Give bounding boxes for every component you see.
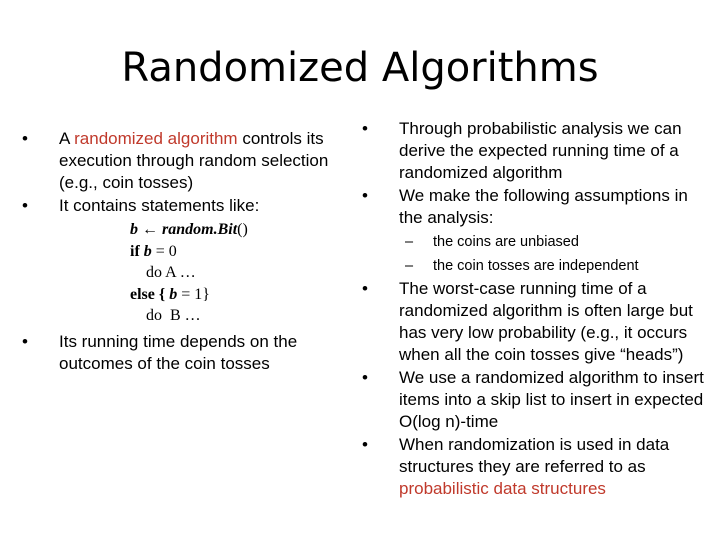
- bullet-marker: •: [362, 186, 368, 205]
- code-line-4: else { b = 1}: [130, 285, 210, 303]
- code-line-3: do A …: [146, 264, 196, 281]
- sub-bullet-text: the coin tosses are independent: [433, 258, 639, 274]
- left-bullet-2: [22, 195, 367, 217]
- bullet-text: controls its execution through random selection (e.g., coin tosses): [59, 129, 329, 192]
- bullet-marker: •: [362, 368, 368, 387]
- bullet-text-prefix: When randomization is used in data structures they are referred to as: [399, 435, 670, 476]
- left-column: [22, 128, 367, 376]
- bullet-marker: •: [22, 196, 28, 215]
- code-line-1: b ← random.Bit(): [130, 221, 248, 238]
- sub-bullet-2: [362, 254, 712, 278]
- bullet-marker: •: [22, 331, 28, 351]
- bullet-text: Through probabilistic analysis we can derive the expected running time of a randomized algorithm: [399, 119, 682, 182]
- right-bullet-1: [362, 118, 712, 184]
- highlight-term: randomized algorithm: [74, 129, 238, 148]
- bullet-text: It contains statements like:: [59, 196, 260, 215]
- bullet-text: We make the following assumptions in the analysis:: [399, 186, 688, 227]
- sub-bullet-1: [362, 230, 712, 254]
- code-line-5: do B …: [146, 307, 201, 324]
- left-bullet-3: [22, 331, 367, 375]
- highlight-term: probabilistic data structures: [399, 479, 606, 498]
- right-column: [362, 118, 712, 501]
- right-bullet-4: [362, 367, 712, 433]
- bullet-text: We use a randomized algorithm to insert items into a skip list to insert in expected O(log n)-time: [399, 368, 704, 431]
- bullet-marker: •: [362, 279, 368, 298]
- right-bullet-5: [362, 434, 712, 500]
- pseudocode-block: [22, 219, 367, 327]
- bullet-marker: •: [22, 129, 28, 148]
- dash-marker: –: [405, 258, 414, 274]
- right-bullet-2: [362, 185, 712, 229]
- dash-marker: –: [405, 234, 414, 250]
- code-line-2: if b = 0: [130, 242, 177, 260]
- sub-bullet-text: the coins are unbiased: [433, 234, 579, 250]
- bullet-text: The worst-case running time of a randomized algorithm is often large but has very low probability (e.g., it occurs when all the coin tosses give “heads”): [399, 279, 693, 364]
- left-bullet-1: [22, 128, 367, 194]
- bullet-text: Its running time depends on the outcomes of the coin tosses: [59, 331, 298, 373]
- bullet-marker: •: [362, 435, 368, 454]
- bullet-marker: •: [362, 119, 368, 138]
- slide-title: Randomized Algorithms: [121, 45, 599, 91]
- right-bullet-3: [362, 278, 712, 366]
- bullet-text-prefix: A: [59, 129, 75, 148]
